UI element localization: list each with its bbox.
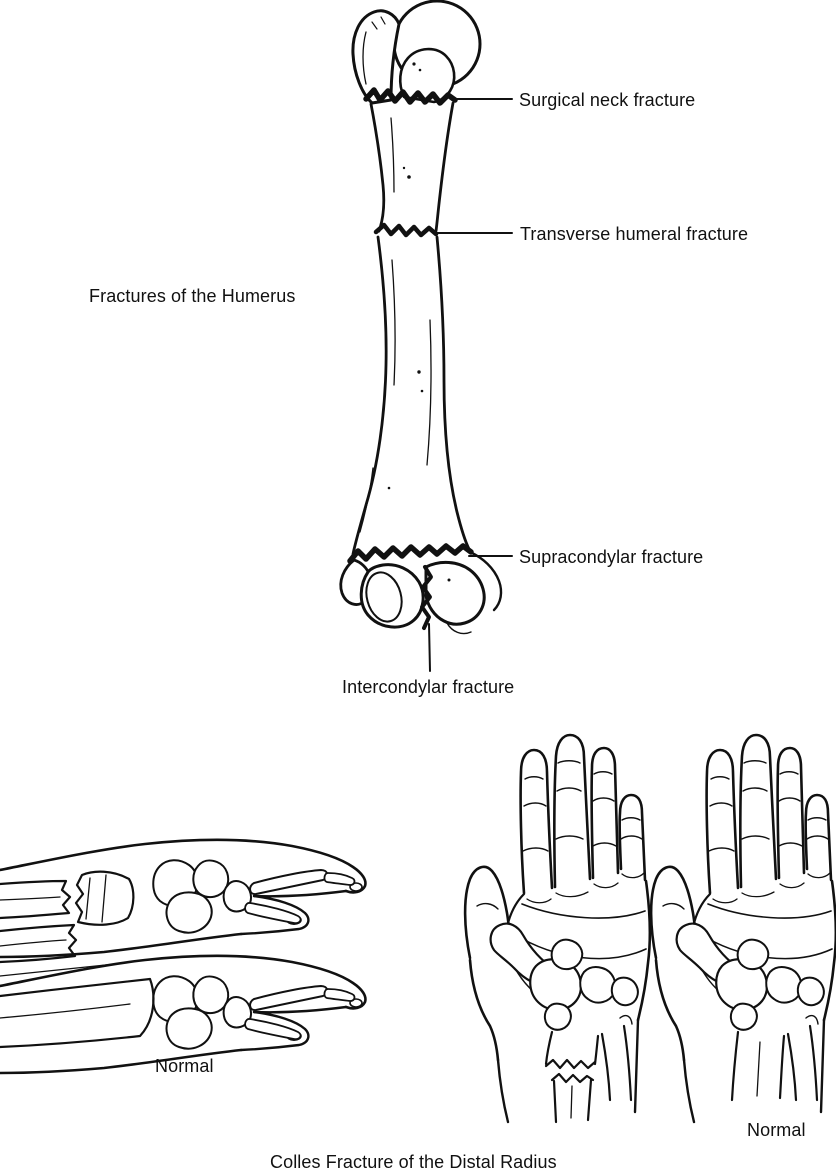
transverse-fracture-line	[376, 225, 436, 235]
colles-figure-caption: Colles Fracture of the Distal Radius	[270, 1152, 557, 1172]
palmar-wrist-fractured	[465, 735, 650, 1122]
humerus-figure-title: Fractures of the Humerus	[89, 286, 296, 306]
label-surgical-neck-fracture: Surgical neck fracture	[519, 90, 696, 110]
lateral-wrist-fractured	[0, 840, 365, 962]
label-lateral-normal: Normal	[155, 1056, 214, 1076]
label-intercondylar-fracture: Intercondylar fracture	[342, 677, 515, 697]
label-supracondylar-fracture: Supracondylar fracture	[519, 547, 704, 567]
label-transverse-humeral-fracture: Transverse humeral fracture	[520, 224, 749, 244]
intercondylar-leader-line	[429, 624, 430, 671]
supracondylar-fracture-line	[350, 546, 471, 561]
humerus-illustration	[341, 1, 501, 634]
label-palmar-normal: Normal	[747, 1120, 806, 1140]
palmar-wrist-normal	[651, 735, 836, 1122]
